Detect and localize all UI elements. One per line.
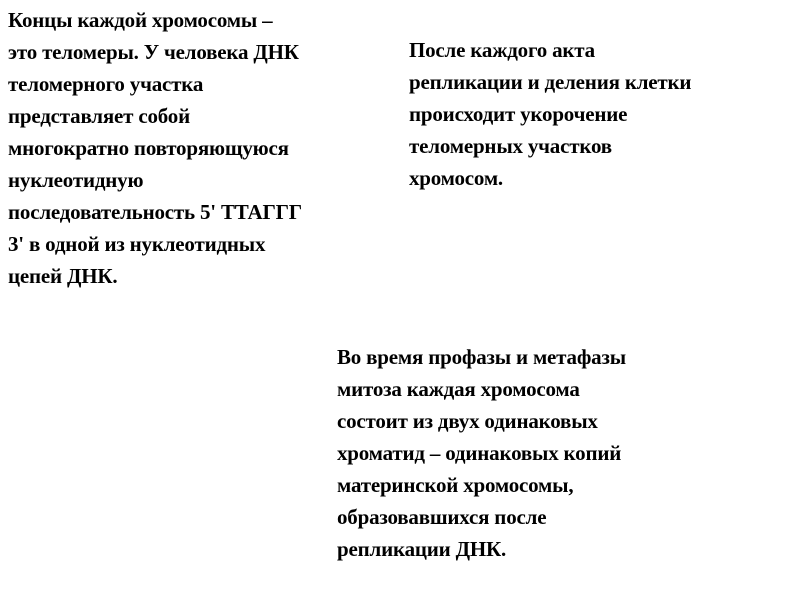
telomere-shortening-text: После каждого акта репликации и деления клетки происходит укорочение теломерных участков хромосом. xyxy=(409,38,692,190)
mitosis-chromatids-text: Во время профазы и метафазы митоза каждая хромосома состоит из двух одинаковых хроматид – одинаковых копий материнской хромосомы, образовавшихся после репликации ДНК. xyxy=(337,345,626,561)
telomere-definition-text: Концы каждой хромосомы – это теломеры. У человека ДНК теломерного участка представляет собой многократно повторяющуюся нуклеотидную последовательность 5' ТТАГГГ 3' в одной из нуклеотидных цепей ДНК. xyxy=(8,8,302,288)
